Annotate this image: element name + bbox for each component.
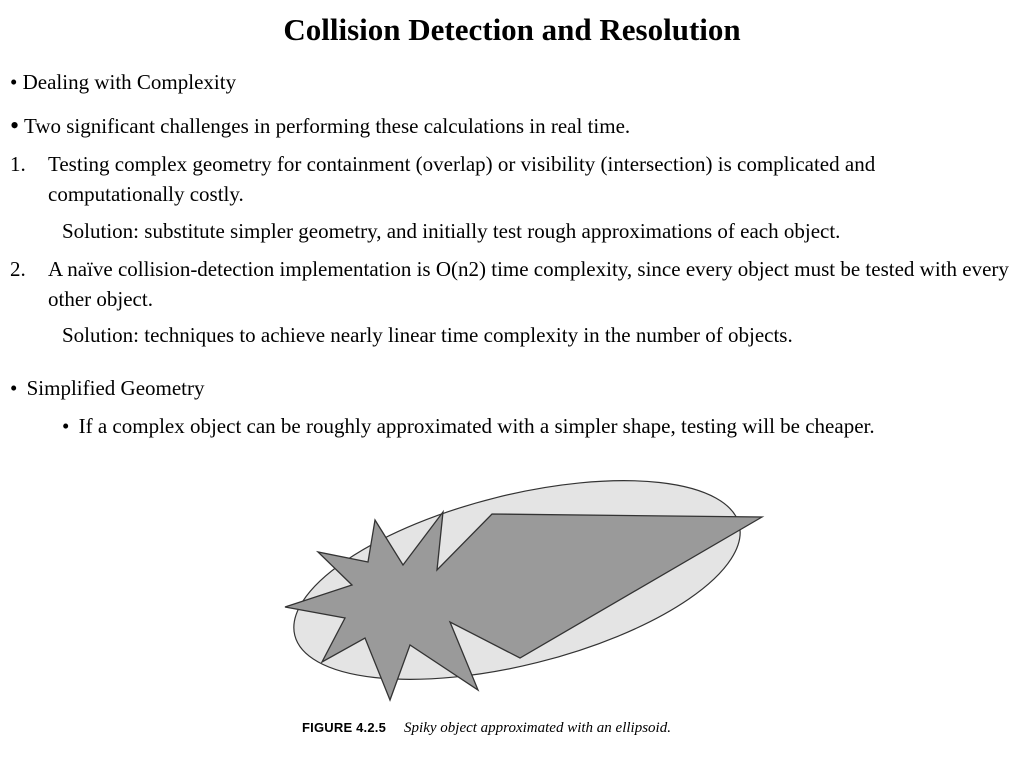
- item-2-solution: Solution: techniques to achieve nearly linear time complexity in the number of objects.: [62, 323, 793, 347]
- numbered-item-1: [10, 149, 950, 209]
- bullet-symbol: •: [62, 414, 70, 438]
- bullet-two-challenges: [10, 111, 630, 141]
- figure-caption: [302, 719, 671, 737]
- sub-bullet-simpler-shape: [62, 411, 982, 441]
- item-number: 2.: [10, 257, 26, 281]
- numbered-item-2: [10, 254, 1024, 314]
- sub-bullet-text: If a complex object can be roughly approximated with a simpler shape, testing will be cheaper.: [78, 414, 875, 438]
- section-heading-geometry: Simplified Geometry: [26, 376, 205, 400]
- bullet-dealing-with-complexity: [10, 67, 236, 97]
- item-1-text: Testing complex geometry for containment (overlap) or visibility (intersection) is complicated and computationally costly.: [48, 152, 876, 206]
- bullet-symbol: •: [10, 111, 20, 140]
- bullet-symbol: •: [10, 376, 18, 400]
- figure-label: FIGURE 4.2.5: [302, 720, 387, 735]
- figure-spiky-object-ellipsoid: [270, 470, 790, 710]
- slide-title: Collision Detection and Resolution: [283, 12, 741, 47]
- item-1-solution: Solution: substitute simpler geometry, and initially test rough approximations of each object.: [62, 219, 841, 243]
- bullet-symbol: •: [10, 70, 18, 94]
- challenges-intro: Two significant challenges in performing these calculations in real time.: [23, 114, 631, 138]
- item-2-text: A naïve collision-detection implementation is O(n2) time complexity, since every object must be tested with every other object.: [48, 257, 1009, 311]
- item-number: 1.: [10, 152, 26, 176]
- bullet-simplified-geometry: [10, 373, 205, 403]
- section-heading-complexity: Dealing with Complexity: [22, 70, 237, 94]
- figure-caption-text: Spiky object approximated with an ellipsoid.: [404, 720, 671, 736]
